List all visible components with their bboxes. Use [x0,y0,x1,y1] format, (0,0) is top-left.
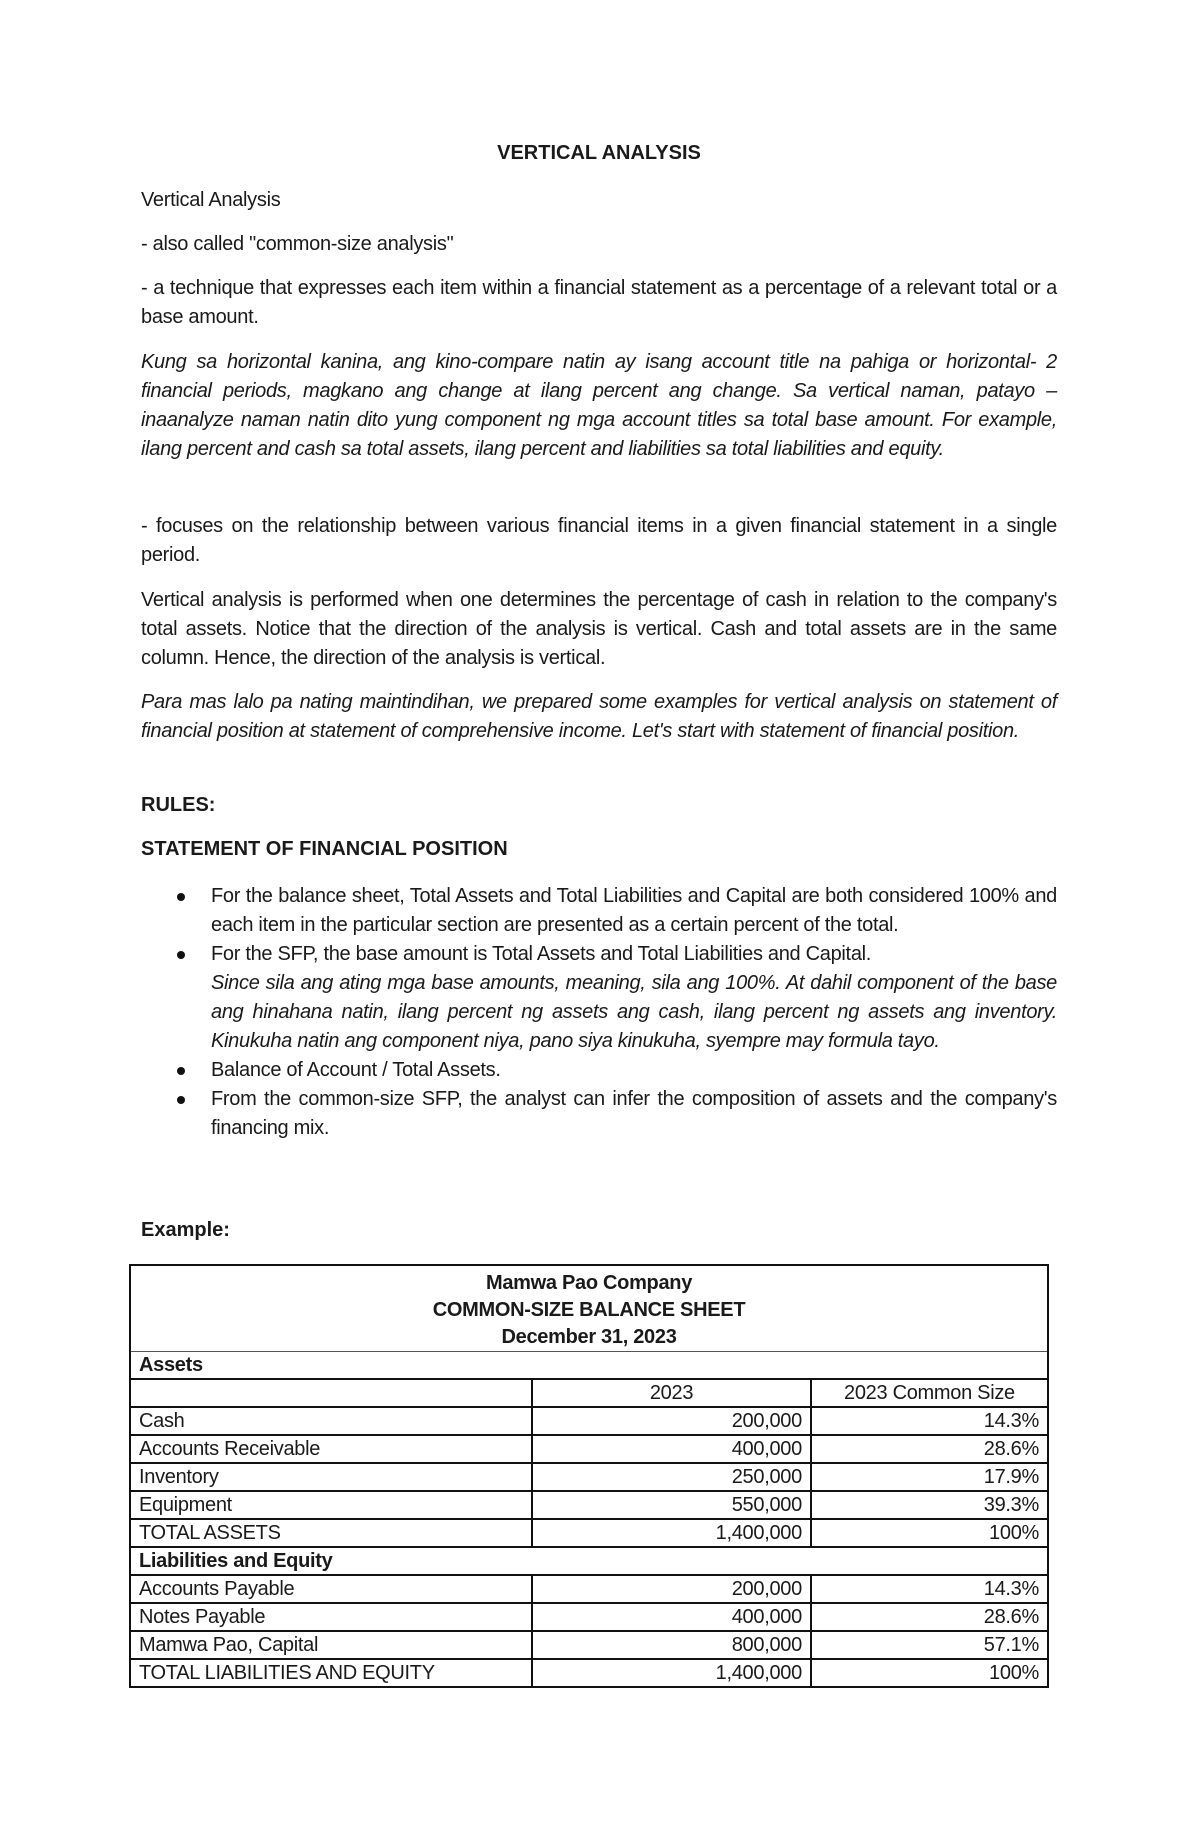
bullet-icon [177,1096,185,1104]
sfp-heading: STATEMENT OF FINANCIAL POSITION [141,838,508,860]
statement-date: December 31, 2023 [501,1326,677,1348]
rules-list [141,882,1057,1143]
column-header-row [130,1379,1048,1407]
table-row-total-assets: TOTAL ASSETS 1,400,000 100% [130,1519,1048,1547]
list-item: From the common-size SFP, the analyst can infer the composition of assets and the company's financing mix. [141,1085,1057,1143]
table-row: Mamwa Pao, Capital 800,000 57.1% [130,1631,1048,1659]
assets-section-label: Assets [130,1352,1048,1380]
table-row-total-liabilities: TOTAL LIABILITIES AND EQUITY 1,400,000 100% [130,1659,1048,1687]
paragraph-also-called: - also called "common-size analysis" [141,233,454,255]
page-title: VERTICAL ANALYSIS [497,142,701,164]
list-item: For the balance sheet, Total Assets and Total Liabilities and Capital are both considered 100% and each item in the particular section are presented as a certain percent of the total. [141,882,1057,940]
bullet-icon [177,951,185,959]
column-header [130,1379,532,1407]
section-heading: Vertical Analysis [141,189,281,211]
paragraph-tagalog-examples: Para mas lalo pa nating maintindihan, we prepared some examples for vertical analysis on statement of financial position at statement of comprehensive income. Let's start with statement of financial position. [141,691,1057,742]
liabilities-section-label: Liabilities and Equity [130,1547,1048,1575]
paragraph-focuses: - focuses on the relationship between various financial items in a given financial statement in a single period. [141,515,1057,566]
bullet-icon [177,893,185,901]
paragraph-technique: - a technique that expresses each item within a financial statement as a percentage of a relevant total or a base amount. [141,277,1057,328]
list-item: For the SFP, the base amount is Total Assets and Total Liabilities and Capital. Since sila ang ating mga base amounts, meaning, sila ang 100%. At dahil component of the base ang hinahana natin, ilang percent ng assets ang cash, ilang percent ng assets ang inventory. Kinukuha natin ang component niya, pano siya kinukuha, syempre may formula tayo. [141,940,1057,1056]
column-header: 2023 Common Size [811,1379,1048,1407]
list-item: Balance of Account / Total Assets. [141,1056,1057,1085]
statement-name: COMMON-SIZE BALANCE SHEET [432,1299,746,1321]
common-size-balance-sheet [129,1264,1049,1688]
table-row: Inventory 250,000 17.9% [130,1463,1048,1491]
column-header: 2023 [532,1379,811,1407]
table-row: Notes Payable 400,000 28.6% [130,1603,1048,1631]
example-label: Example: [141,1219,230,1241]
rules-label: RULES: [141,794,216,816]
bullet-icon [177,1067,185,1075]
bullet-subnote: Since sila ang ating mga base amounts, meaning, sila ang 100%. At dahil component of the base ang hinahana natin, ilang percent ng assets ang cash, ilang percent ng assets ang inventory. Kinukuha natin ang component niya, pano siya kinukuha, syempre may formula tayo. [211,972,1057,1052]
company-name: Mamwa Pao Company [485,1272,693,1294]
table-row: Equipment 550,000 39.3% [130,1491,1048,1519]
paragraph-tagalog-explanation: Kung sa horizontal kanina, ang kino-compare natin ay isang account title na pahiga or horizontal- 2 financial periods, magkano ang change at ilang percent ang change. Sa vertical naman, patayo – inaanalyze naman natin dito yung component ng mga account titles sa total base amount. For example, ilang percent and cash sa total assets, ilang percent and liabilities sa total liabilities and equity. [141,351,1057,460]
table-header [130,1265,1048,1352]
table-row: Accounts Payable 200,000 14.3% [130,1575,1048,1603]
table-row: Accounts Receivable 400,000 28.6% [130,1435,1048,1463]
table-row: Cash 200,000 14.3% [130,1407,1048,1435]
paragraph-performed: Vertical analysis is performed when one determines the percentage of cash in relation to the company's total assets. Notice that the direction of the analysis is vertical. Cash and total assets are in the same column. Hence, the direction of the analysis is vertical. [141,589,1057,669]
